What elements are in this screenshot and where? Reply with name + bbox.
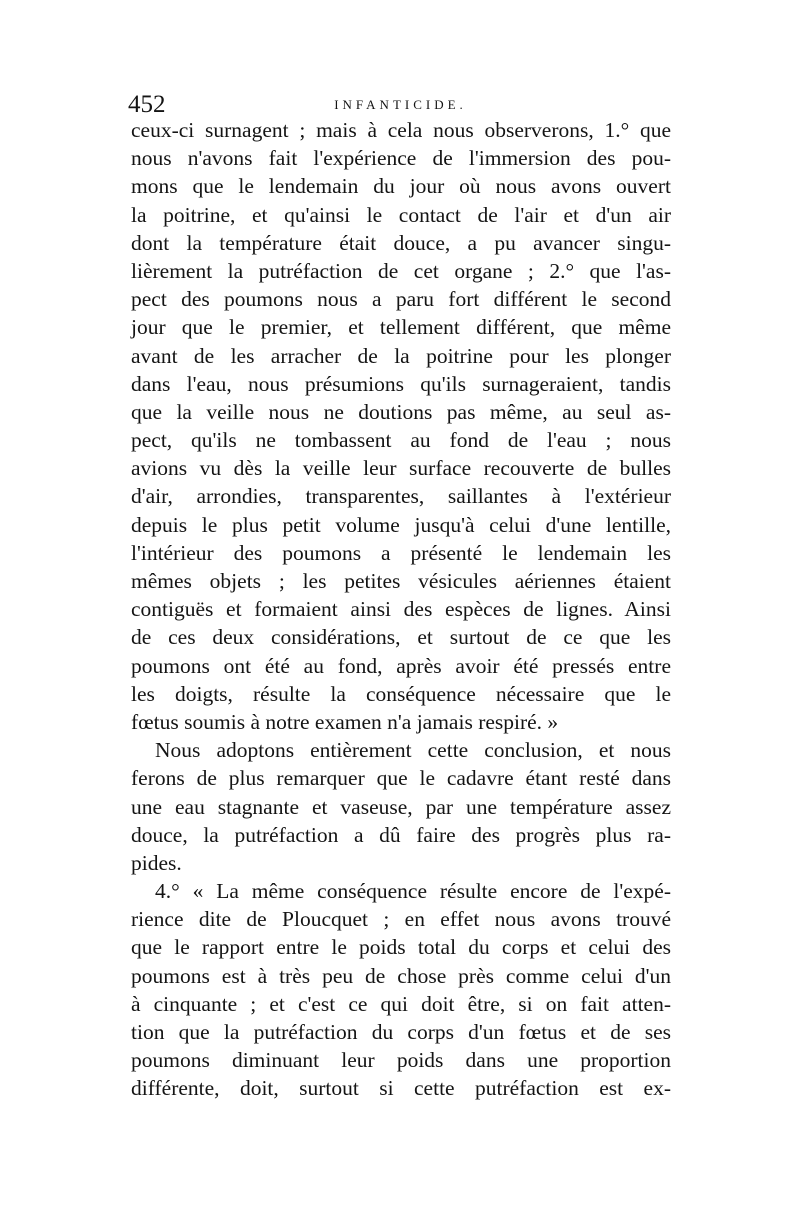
text-line: ceux-ci surnagent ; mais à cela nous observerons, 1.° que	[131, 118, 671, 142]
text-line: mons que le lendemain du jour où nous avons ouvert	[131, 174, 671, 199]
paragraph-end-line: fœtus soumis à notre examen n'a jamais respiré. »	[131, 709, 559, 734]
text-line: d'air, arrondies, transparentes, saillantes à l'extérieur	[131, 484, 671, 509]
text-line: avant de les arracher de la poitrine pour les plonger	[131, 343, 671, 368]
text-line: les doigts, résulte la conséquence nécessaire que le	[131, 681, 671, 706]
text-line: de ces deux considérations, et surtout de ce que les	[131, 625, 671, 650]
text-line: rience dite de Ploucquet ; en effet nous avons trouvé	[131, 907, 671, 932]
text-line: douce, la putréfaction a dû faire des progrès plus ra-	[131, 822, 671, 847]
text-line: nous n'avons fait l'expérience de l'immersion des pou-	[131, 146, 671, 171]
text-line: une eau stagnante et vaseuse, par une température assez	[131, 794, 671, 819]
body-text	[131, 116, 671, 1103]
paragraph-end-line: pides.	[131, 850, 182, 875]
text-line: à cinquante ; et c'est ce qui doit être, si on fait atten-	[131, 991, 671, 1016]
text-line: contiguës et formaient ainsi des espèces de lignes. Ainsi	[131, 597, 671, 622]
text-line: poumons ont été au fond, après avoir été pressés entre	[131, 653, 671, 678]
text-line: dont la température était douce, a pu avancer singu-	[131, 230, 671, 255]
text-line: poumons est à très peu de chose près comme celui d'un	[131, 963, 671, 988]
text-line: tion que la putréfaction du corps d'un fœtus et de ses	[131, 1020, 671, 1044]
text-line: l'intérieur des poumons a présenté le lendemain les	[131, 540, 671, 565]
page-number: 452	[128, 91, 166, 118]
text-line: pect des poumons nous a paru fort différent le second	[131, 287, 671, 312]
running-title: INFANTICIDE.	[334, 97, 467, 112]
text-line: jour que le premier, et tellement différent, que même	[131, 315, 671, 340]
text-line: différente, doit, surtout si cette putréfaction est ex-	[131, 1076, 671, 1101]
text-line: depuis le plus petit volume jusqu'à celui d'une lentille,	[131, 512, 671, 537]
text-line: ferons de plus remarquer que le cadavre étant resté dans	[131, 766, 671, 791]
text-line: pect, qu'ils ne tombassent au fond de l'eau ; nous	[131, 428, 671, 453]
paragraph-first-line: Nous adoptons entièrement cette conclusion, et nous	[155, 738, 671, 763]
text-line: dans l'eau, nous présumions qu'ils surnageraient, tandis	[131, 371, 671, 396]
text-line: la poitrine, et qu'ainsi le contact de l'air et d'un air	[131, 202, 671, 227]
text-line: mêmes objets ; les petites vésicules aériennes étaient	[131, 569, 671, 593]
text-line: que le rapport entre le poids total du corps et celui des	[131, 935, 671, 960]
text-line: poumons diminuant leur poids dans une proportion	[131, 1048, 671, 1073]
text-line: que la veille nous ne doutions pas même, au seul as-	[131, 399, 671, 424]
paragraph-first-line: 4.° « La même conséquence résulte encore de l'expé-	[155, 879, 671, 904]
text-line: avions vu dès la veille leur surface recouverte de bulles	[131, 456, 671, 481]
text-line: lièrement la putréfaction de cet organe ; 2.° que l'as-	[131, 258, 671, 283]
